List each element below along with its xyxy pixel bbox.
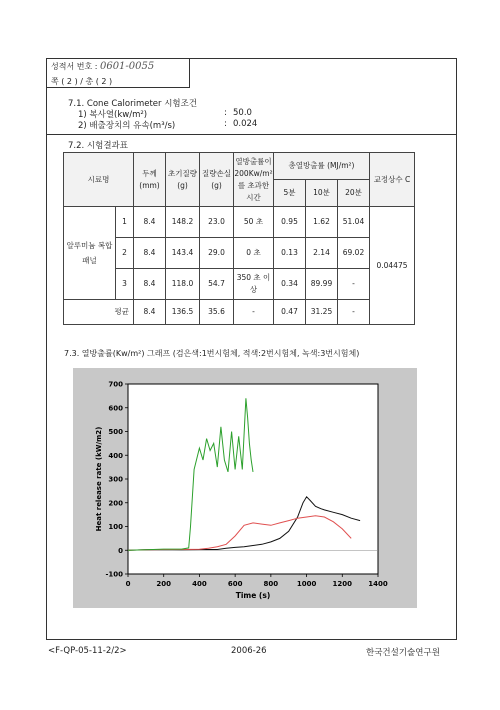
header-mass-loss: 질량손실 (g) — [200, 153, 234, 207]
certificate-number: 0601-0055 — [99, 61, 155, 72]
condition-1-value: 50.0 — [233, 108, 252, 118]
table-row — [64, 238, 415, 269]
cell-10min: 2.14 — [306, 238, 338, 269]
cell-initial-mass: 148.2 — [166, 207, 200, 238]
y-tick-label: 0 — [118, 546, 123, 555]
condition-2-value: 0.024 — [233, 119, 258, 129]
header-initial-mass: 초기질량 (g) — [166, 153, 200, 207]
cell-thickness: 8.4 — [134, 269, 166, 300]
doc-code: 2006-26 — [231, 646, 267, 656]
header-10min: 10분 — [306, 180, 338, 207]
x-tick-label: 600 — [227, 580, 243, 588]
condition-2-sep: : — [224, 119, 227, 129]
cell-20min: 51.04 — [338, 207, 370, 238]
condition-1-sep: : — [224, 108, 227, 118]
header-hrr-time: 열방출률이 200Kw/m² 를 초과한 시간 — [234, 153, 274, 207]
x-tick-label: 1400 — [368, 580, 388, 588]
cell-thickness: 8.4 — [134, 300, 166, 325]
cell-mass-loss: 29.0 — [200, 238, 234, 269]
header-20min: 20분 — [338, 180, 370, 207]
y-axis-label: Heat release rate (kW/m2) — [95, 426, 103, 532]
cell-initial-mass: 118.0 — [166, 269, 200, 300]
certificate-number-line — [51, 61, 154, 72]
section-divider — [46, 134, 457, 135]
x-tick-label: 200 — [156, 580, 172, 588]
cell-5min: 0.95 — [274, 207, 306, 238]
header-5min: 5분 — [274, 180, 306, 207]
header-thickness: 두께 (mm) — [134, 153, 166, 207]
x-tick-label: 0 — [125, 580, 131, 588]
condition-2-label: 2) 배출장치의 유속(m³/s) — [78, 121, 176, 131]
cell-10min: 89.99 — [306, 269, 338, 300]
y-tick-label: 300 — [108, 475, 123, 484]
cell-5min: 0.47 — [274, 300, 306, 325]
y-tick-label: 400 — [108, 451, 123, 460]
hrr-chart — [73, 368, 417, 608]
cell-20min: - — [338, 269, 370, 300]
row-no: 2 — [116, 238, 134, 269]
cell-hrr-time: 50 초 — [234, 207, 274, 238]
y-tick-label: -100 — [105, 570, 123, 579]
calibration-value: 0.04475 — [370, 207, 415, 325]
header-total-heat: 총열방출률 (MJ/m²) — [274, 153, 370, 180]
table-row — [64, 207, 415, 238]
header-calibration: 교정상수 C — [370, 153, 415, 207]
condition-1-label: 1) 복사열(kw/m²) — [78, 110, 148, 120]
cell-20min: - — [338, 300, 370, 325]
header-sample-name: 시료명 — [64, 153, 134, 207]
cell-20min: 69.02 — [338, 238, 370, 269]
cell-hrr-time: 0 초 — [234, 238, 274, 269]
y-tick-label: 700 — [108, 380, 123, 389]
cell-5min: 0.34 — [274, 269, 306, 300]
page-number: 쪽 ( 2 ) / 총 ( 2 ) — [51, 77, 113, 86]
cell-5min: 0.13 — [274, 238, 306, 269]
x-tick-label: 1200 — [332, 580, 353, 588]
section-7-1-title: 7.1. Cone Calorimeter 시험조건 — [68, 99, 198, 109]
row-no: 평균 — [64, 300, 134, 325]
form-code: <F-QP-05-11-2/2> — [48, 646, 127, 656]
cell-mass-loss: 23.0 — [200, 207, 234, 238]
x-tick-label: 800 — [263, 580, 279, 588]
y-tick-label: 600 — [108, 404, 123, 413]
y-tick-label: 500 — [108, 428, 123, 436]
cell-thickness: 8.4 — [134, 238, 166, 269]
cell-10min: 31.25 — [306, 300, 338, 325]
result-table — [63, 152, 415, 325]
cell-initial-mass: 136.5 — [166, 300, 200, 325]
row-no: 1 — [116, 207, 134, 238]
cell-initial-mass: 143.4 — [166, 238, 200, 269]
section-7-3-title: 7.3. 열방출률(Kw/m²) 그래프 (검은색:1번시험체, 적색:2번시험체, 녹색:3번시험체) — [64, 349, 360, 358]
cell-10min: 1.62 — [306, 207, 338, 238]
x-tick-label: 400 — [192, 580, 207, 588]
x-axis-label: Time (s) — [235, 591, 271, 600]
cell-hrr-time: - — [234, 300, 274, 325]
cell-mass-loss: 54.7 — [200, 269, 234, 300]
cell-mass-loss: 35.6 — [200, 300, 234, 325]
table-row-average — [64, 300, 415, 325]
certificate-label: 성적서 번호 : — [51, 62, 98, 71]
table-row — [64, 269, 415, 300]
sample-group-name: 알루미늄 복합패널 — [64, 207, 116, 300]
cell-thickness: 8.4 — [134, 207, 166, 238]
x-tick-label: 1000 — [296, 580, 317, 588]
y-tick-label: 100 — [108, 523, 123, 531]
y-tick-label: 200 — [108, 499, 123, 508]
certificate-box — [46, 58, 190, 88]
table-header-row — [64, 153, 415, 180]
organization-name: 한국건설기술연구원 — [366, 648, 440, 658]
section-7-2-title: 7.2. 시험결과표 — [68, 141, 128, 151]
row-no: 3 — [116, 269, 134, 300]
chart-panel — [73, 368, 417, 608]
cell-hrr-time: 350 초 이상 — [234, 269, 274, 300]
